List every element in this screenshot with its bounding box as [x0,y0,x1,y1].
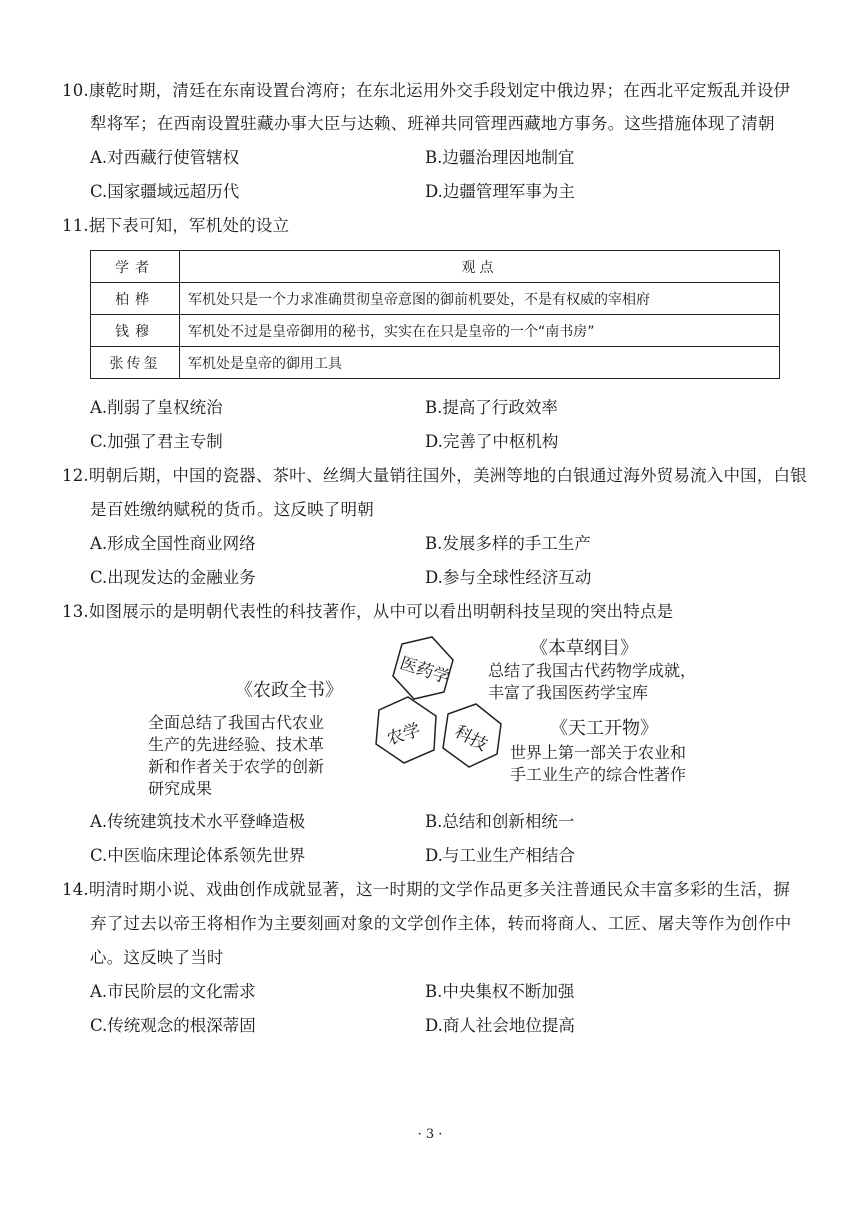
table-row [91,283,780,315]
scholar-views-table [90,250,780,379]
q13-stem-line-1: 13.如图展示的是明朝代表性的科技著作，从中可以看出明朝科技呈现的突出特点是 [62,602,674,621]
table-cell-scholar: 柏桦 [91,283,180,315]
q13-option-c: C.中医临床理论体系领先世界 [90,846,306,865]
book-bencao-desc-1: 总结了我国古代药物学成就， [488,661,697,680]
q14-stem-line-2: 弃了过去以帝王将相作为主要刻画对象的文学创作主体，转而将商人、工匠、屠夫等作为创作中 [90,914,792,933]
table-header-view: 观点 [180,251,780,283]
book-bencao-title: 《本草纲目》 [530,638,638,659]
q10-option-c: C.国家疆域远超历代 [90,182,240,201]
science-books-diagram [130,632,770,807]
q13-option-d: D.与工业生产相结合 [425,846,575,865]
book-tiangong-desc-2: 手工业生产的综合性著作 [510,765,687,784]
table-cell-view: 军机处不过是皇帝御用的秘书，实实在在只是皇帝的一个“南书房” [180,315,780,347]
book-bencao-desc-2: 丰富了我国医药学宝库 [488,683,649,702]
table-row [91,315,780,347]
book-nongzheng-desc-1: 全面总结了我国古代农业 [148,713,325,732]
q13-option-b: B.总结和创新相统一 [425,812,575,831]
book-nongzheng-desc-3: 新和作者关于农学的创新 [148,757,325,776]
q10-option-a: A.对西藏行使管辖权 [90,148,240,167]
q12-option-a: A.形成全国性商业网络 [90,534,256,553]
book-tiangong-title: 《天工开物》 [550,718,658,739]
q14-stem-line-1: 14.明清时期小说、戏曲创作成就显著，这一时期的文学作品更多关注普通民众丰富多彩的生活，摒 [62,880,791,899]
q13-option-a: A.传统建筑技术水平登峰造极 [90,812,306,831]
book-nongzheng-title: 《农政全书》 [235,680,343,701]
hexagon-technology-label: 科技 [451,721,491,756]
q10-option-d: D.边疆管理军事为主 [425,182,575,201]
q14-option-d: D.商人社会地位提高 [425,1016,575,1035]
q14-option-b: B.中央集权不断加强 [425,982,575,1001]
hexagon-agronomy-label: 农学 [384,720,424,750]
q12-option-b: B.发展多样的手工生产 [425,534,591,553]
table-cell-view: 军机处只是一个力求准确贯彻皇帝意图的御前机要处，不是有权威的宰相府 [180,283,780,315]
q10-option-b: B.边疆治理因地制宜 [425,148,575,167]
q10-stem-line-2: 犁将军；在西南设置驻藏办事大臣与达赖、班禅共同管理西藏地方事务。这些措施体现了清朝 [90,114,775,133]
book-tiangong-desc-1: 世界上第一部关于农业和 [510,743,687,762]
q14-option-c: C.传统观念的根深蒂固 [90,1016,256,1035]
book-nongzheng-desc-2: 生产的先进经验、技术革 [148,735,325,754]
q12-option-c: C.出现发达的金融业务 [90,568,256,587]
q12-stem-line-1: 12.明朝后期，中国的瓷器、茶叶、丝绸大量销往国外，美洲等地的白银通过海外贸易流入中国，白银 [62,466,807,485]
q11-option-b: B.提高了行政效率 [425,398,558,417]
q11-option-a: A.削弱了皇权统治 [90,398,223,417]
table-cell-view: 军机处是皇帝的御用工具 [180,347,780,379]
table-row [91,347,780,379]
q11-option-c: C.加强了君主专制 [90,432,223,451]
table-cell-scholar: 张传玺 [91,347,180,379]
q14-stem-line-3: 心。这反映了当时 [90,948,224,967]
q14-option-a: A.市民阶层的文化需求 [90,982,256,1001]
table-header-row [91,251,780,283]
page-number: · 3 · [417,1127,443,1142]
table-cell-scholar: 钱穆 [91,315,180,347]
q12-option-d: D.参与全球性经济互动 [425,568,592,587]
table-header-scholar: 学者 [91,251,180,283]
book-nongzheng-desc-4: 研究成果 [148,779,213,798]
q11-option-d: D.完善了中枢机构 [425,432,559,451]
hexagon-medicine-label: 医药学 [397,653,453,689]
q10-stem-line-1: 10.康乾时期，清廷在东南设置台湾府；在东北运用外交手段划定中俄边界；在西北平定叛乱并设伊 [62,81,791,100]
q12-stem-line-2: 是百姓缴纳赋税的货币。这反映了明朝 [90,500,374,519]
q11-stem-line-1: 11.据下表可知，军机处的设立 [62,216,290,235]
